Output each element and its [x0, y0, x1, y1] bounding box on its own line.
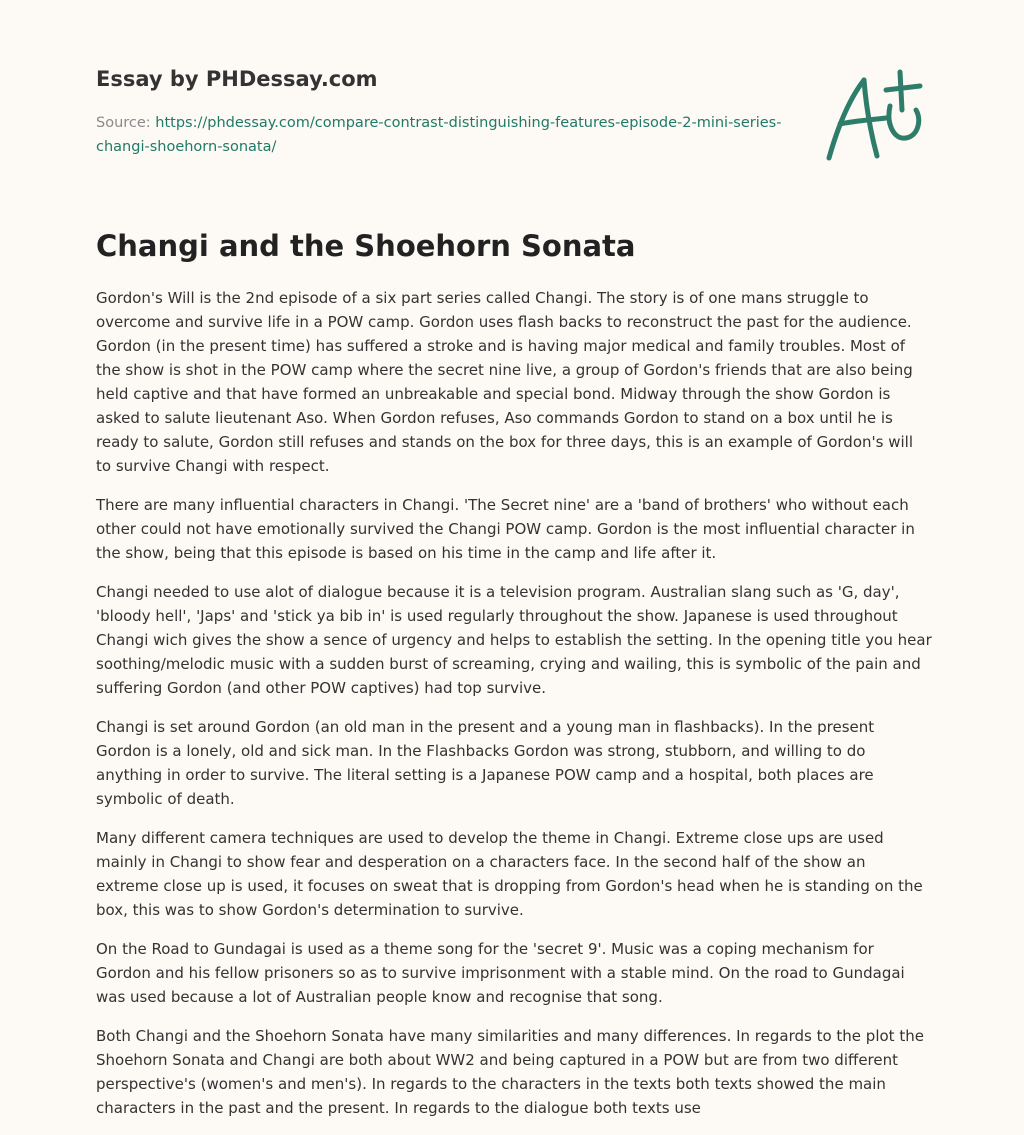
paragraph: Gordon's Will is the 2nd episode of a six part series called Changi. The story is of one mans struggle to overcome and survive life in a POW camp. Gordon uses flash backs to reconstruct the past for the audience. Gordon (in the present time) has suffered a stroke and is having major medical and family troubles. Most of the show is shot in the POW camp where the secret nine live, a group of Gordon's friends that are also being held captive and that have formed an unbreakable and special bond. Midway through the show Gordon is asked to salute lieutenant Aso. When Gordon refuses, Aso commands Gordon to stand on a box until he is ready to salute, Gordon still refuses and stands on the box for three days, this is an example of Gordon's will to survive Changi with respect.: [96, 289, 913, 475]
paragraph: Many different camera techniques are used to develop the theme in Changi. Extreme close ups are used mainly in Changi to show fear and desperation on a characters face. In the second half of the show an extreme close up is used, it focuses on sweat that is dropping from Gordon's head when he is standing on the box, this was to show Gordon's determination to survive.: [96, 829, 923, 919]
source-line: [96, 111, 786, 159]
a-plus-logo-icon: [820, 66, 930, 166]
paragraph: Changi is set around Gordon (an old man in the present and a young man in flashbacks). In the present Gordon is a lonely, old and sick man. In the Flashbacks Gordon was strong, stubborn, and willing to do anything in order to survive. The literal setting is a Japanese POW camp and a hospital, both places are symbolic of death.: [96, 718, 875, 808]
source-label: Source:: [96, 115, 151, 131]
paragraph: There are many influential characters in Changi. 'The Secret nine' are a 'band of brothers' who without each other could not have emotionally survived the Changi POW camp. Gordon is the most influential character in the show, being that this episode is based on his time in the camp and life after it.: [96, 496, 915, 562]
paragraph: Both Changi and the Shoehorn Sonata have many similarities and many differences. In regards to the plot the Shoehorn Sonata and Changi are both about WW2 and being captured in a POW but are from two different perspective's (women's and men's). In regards to the characters in the texts both texts showed the main characters in the past and the present. In regards to the dialogue both texts use: [96, 1027, 924, 1117]
source-link[interactable]: https://phdessay.com/compare-contrast-distinguishing-features-episode-2-mini-series-changi-shoehorn-sonata/: [96, 115, 782, 155]
article-body: [96, 286, 932, 1135]
site-title: Essay by PHDessay.com: [96, 67, 378, 91]
paragraph: Changi needed to use alot of dialogue because it is a television program. Australian slang such as 'G, day', 'bloody hell', 'Japs' and 'stick ya bib in' is used regularly throughout the show. Japanese is used throughout Changi wich gives the show a sence of urgency and helps to establish the setting. In the opening title you hear soothing/melodic music with a sudden burst of screaming, crying and wailing, this is symbolic of the pain and suffering Gordon (and other POW captives) had top survive.: [96, 583, 932, 697]
paragraph: On the Road to Gundagai is used as a theme song for the 'secret 9'. Music was a coping mechanism for Gordon and his fellow prisoners so as to survive imprisonment with a stable mind. On the road to Gundagai was used because a lot of Australian people know and recognise that song.: [96, 940, 905, 1006]
article-title: Changi and the Shoehorn Sonata: [96, 229, 636, 263]
page-header: [96, 64, 796, 159]
